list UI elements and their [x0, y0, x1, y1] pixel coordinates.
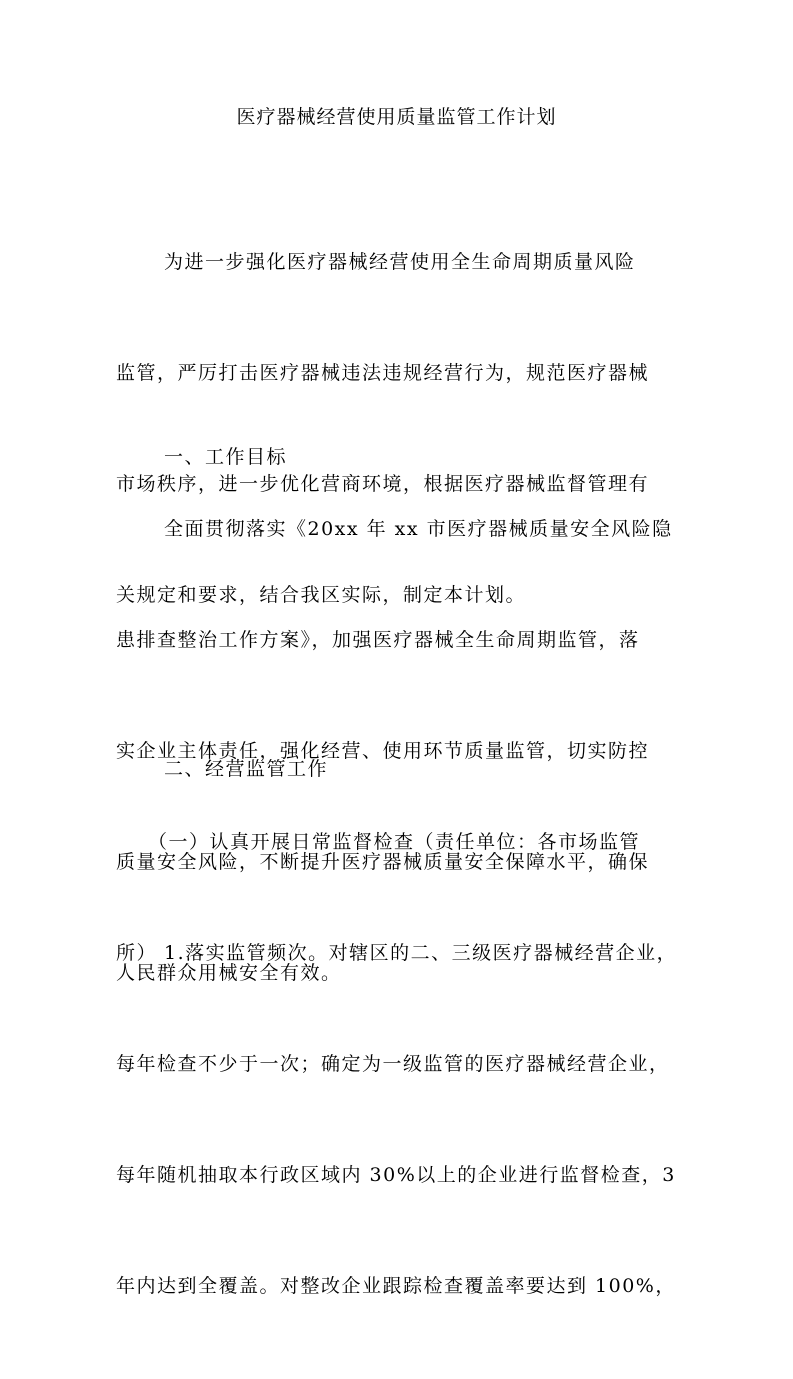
paragraph-line: 患排查整治工作方案》，加强医疗器械全生命周期监管，落 [116, 629, 640, 651]
section1-heading: 一、工作目标 [164, 446, 288, 468]
subsection1-heading-line: （一）认真开展日常监督检查（责任单位：各市场监管 [148, 831, 641, 853]
paragraph-line: 年内达到全覆盖。对整改企业跟踪检查覆盖率要达到 100%， [116, 1275, 676, 1297]
paragraph-line: 每年随机抽取本行政区域内 30%以上的企业进行监督检查，3 [116, 1164, 676, 1186]
section2-heading: 二、经营监管工作 [164, 758, 329, 780]
paragraph-line: 每年检查不少于一次；确定为一级监管的医疗器械经营企业， [116, 1053, 670, 1075]
paragraph-line: 全面贯彻落实《20xx 年 xx 市医疗器械质量安全风险隐 [164, 518, 673, 540]
document-title: 医疗器械经营使用质量监管工作计划 [236, 106, 557, 128]
paragraph-line: 人民群众用械安全有效。 [116, 962, 342, 984]
paragraph-line: 监管，严厉打击医疗器械违法违规经营行为，规范医疗器械 [116, 362, 650, 384]
item1-paragraph [116, 861, 681, 1379]
paragraph-line: 市场秩序，进一步优化营商环境，根据医疗器械监督管理有 [116, 473, 650, 495]
paragraph-line: 关规定和要求，结合我区实际，制定本计划。 [116, 584, 527, 606]
paragraph-line: 质量安全风险，不断提升医疗器械质量安全保障水平，确保 [116, 851, 650, 873]
paragraph-line: 实企业主体责任，强化经营、使用环节质量监管，切实防控 [116, 740, 650, 762]
paragraph-line: 1.落实监管频次。对辖区的二、三级医疗器械经营企业， [164, 942, 678, 964]
paragraph-line: 为进一步强化医疗器械经营使用全生命周期质量风险 [164, 251, 636, 273]
subsection1-heading-line: 所） [116, 942, 158, 964]
